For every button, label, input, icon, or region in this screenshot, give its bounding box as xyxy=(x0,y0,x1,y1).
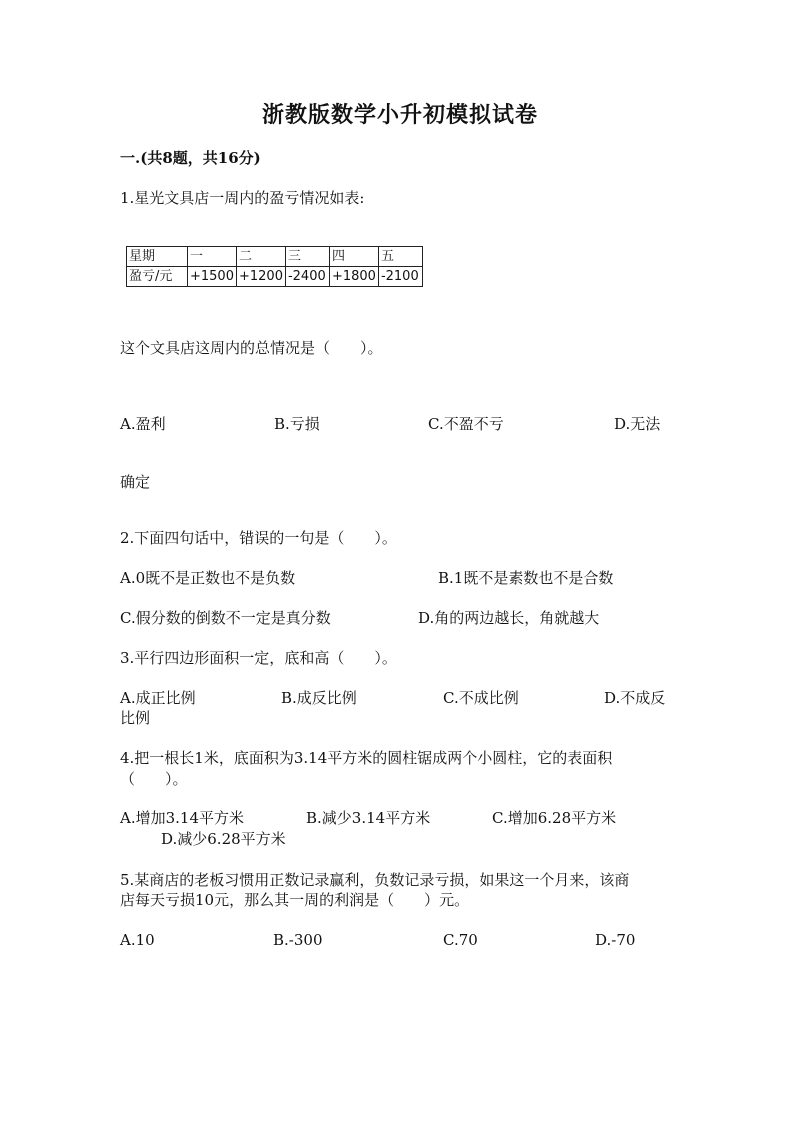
q5-stem-line2: 店每天亏损10元，那么其一周的利润是（ ）元。 xyxy=(120,891,470,909)
table-cell: 一 xyxy=(188,247,237,267)
q3-option-d[interactable]: D.不成反 xyxy=(604,689,666,707)
q3-option-b[interactable]: B.成反比例 xyxy=(281,689,357,707)
q5-option-d[interactable]: D.-70 xyxy=(595,931,636,949)
q4-stem-line2: （ ）。 xyxy=(120,770,188,788)
table-cell: 四 xyxy=(329,247,378,267)
q2-option-a[interactable]: A.0既不是正数也不是负数 xyxy=(120,569,296,587)
q1-option-b[interactable]: B.亏损 xyxy=(274,415,320,433)
q1-option-c[interactable]: C.不盈不亏 xyxy=(428,415,504,433)
table-cell: 盈亏/元 xyxy=(127,267,188,287)
table-cell: 二 xyxy=(236,247,285,267)
q1-option-a[interactable]: A.盈利 xyxy=(120,415,166,433)
q3-option-a[interactable]: A.成正比例 xyxy=(120,689,196,707)
q2-option-b[interactable]: B.1既不是素数也不是合数 xyxy=(438,569,614,587)
q3-stem: 3.平行四边形面积一定，底和高（ ）。 xyxy=(120,649,397,667)
q4-stem-line1: 4.把一根长1米，底面积为3.14平方米的圆柱锯成两个小圆柱，它的表面积 xyxy=(120,749,613,767)
q3-option-d-continued: 比例 xyxy=(120,709,151,727)
q5-option-c[interactable]: C.70 xyxy=(443,931,478,949)
q1-table xyxy=(126,246,423,287)
table-cell: 星期 xyxy=(127,247,188,267)
q3-option-c[interactable]: C.不成比例 xyxy=(443,689,519,707)
q5-option-a[interactable]: A.10 xyxy=(120,931,155,949)
table-cell: 五 xyxy=(378,247,422,267)
table-cell: -2400 xyxy=(285,267,329,287)
table-cell: -2100 xyxy=(378,267,422,287)
q5-stem-line1: 5.某商店的老板习惯用正数记录赢利，负数记录亏损，如果这一个月来，该商 xyxy=(120,871,630,889)
q1-option-d-continued: 确定 xyxy=(120,473,151,491)
q1-ask: 这个文具店这周内的总情况是（ ）。 xyxy=(120,339,383,357)
q4-option-b[interactable]: B.减少3.14平方米 xyxy=(306,809,431,827)
exam-title: 浙教版数学小升初模拟试卷 xyxy=(261,102,538,128)
table-cell: +1200 xyxy=(236,267,285,287)
q5-option-b[interactable]: B.-300 xyxy=(273,931,323,949)
q2-option-c[interactable]: C.假分数的倒数不一定是真分数 xyxy=(120,609,331,627)
q1-option-d[interactable]: D.无法 xyxy=(614,415,661,433)
table-cell: +1800 xyxy=(329,267,378,287)
table-row xyxy=(127,267,423,287)
table-cell: 三 xyxy=(285,247,329,267)
q1-stem: 1.星光文具店一周内的盈亏情况如表: xyxy=(120,189,365,207)
table-row xyxy=(127,247,423,267)
q4-option-a[interactable]: A.增加3.14平方米 xyxy=(120,809,244,827)
table-cell: +1500 xyxy=(188,267,237,287)
q2-stem: 2.下面四句话中，错误的一句是（ ）。 xyxy=(120,529,397,547)
q4-option-d[interactable]: D.减少6.28平方米 xyxy=(161,830,286,848)
q2-option-d[interactable]: D.角的两边越长，角就越大 xyxy=(418,609,600,627)
section-heading: 一.(共8题，共16分) xyxy=(120,149,261,167)
q4-option-c[interactable]: C.增加6.28平方米 xyxy=(492,809,617,827)
